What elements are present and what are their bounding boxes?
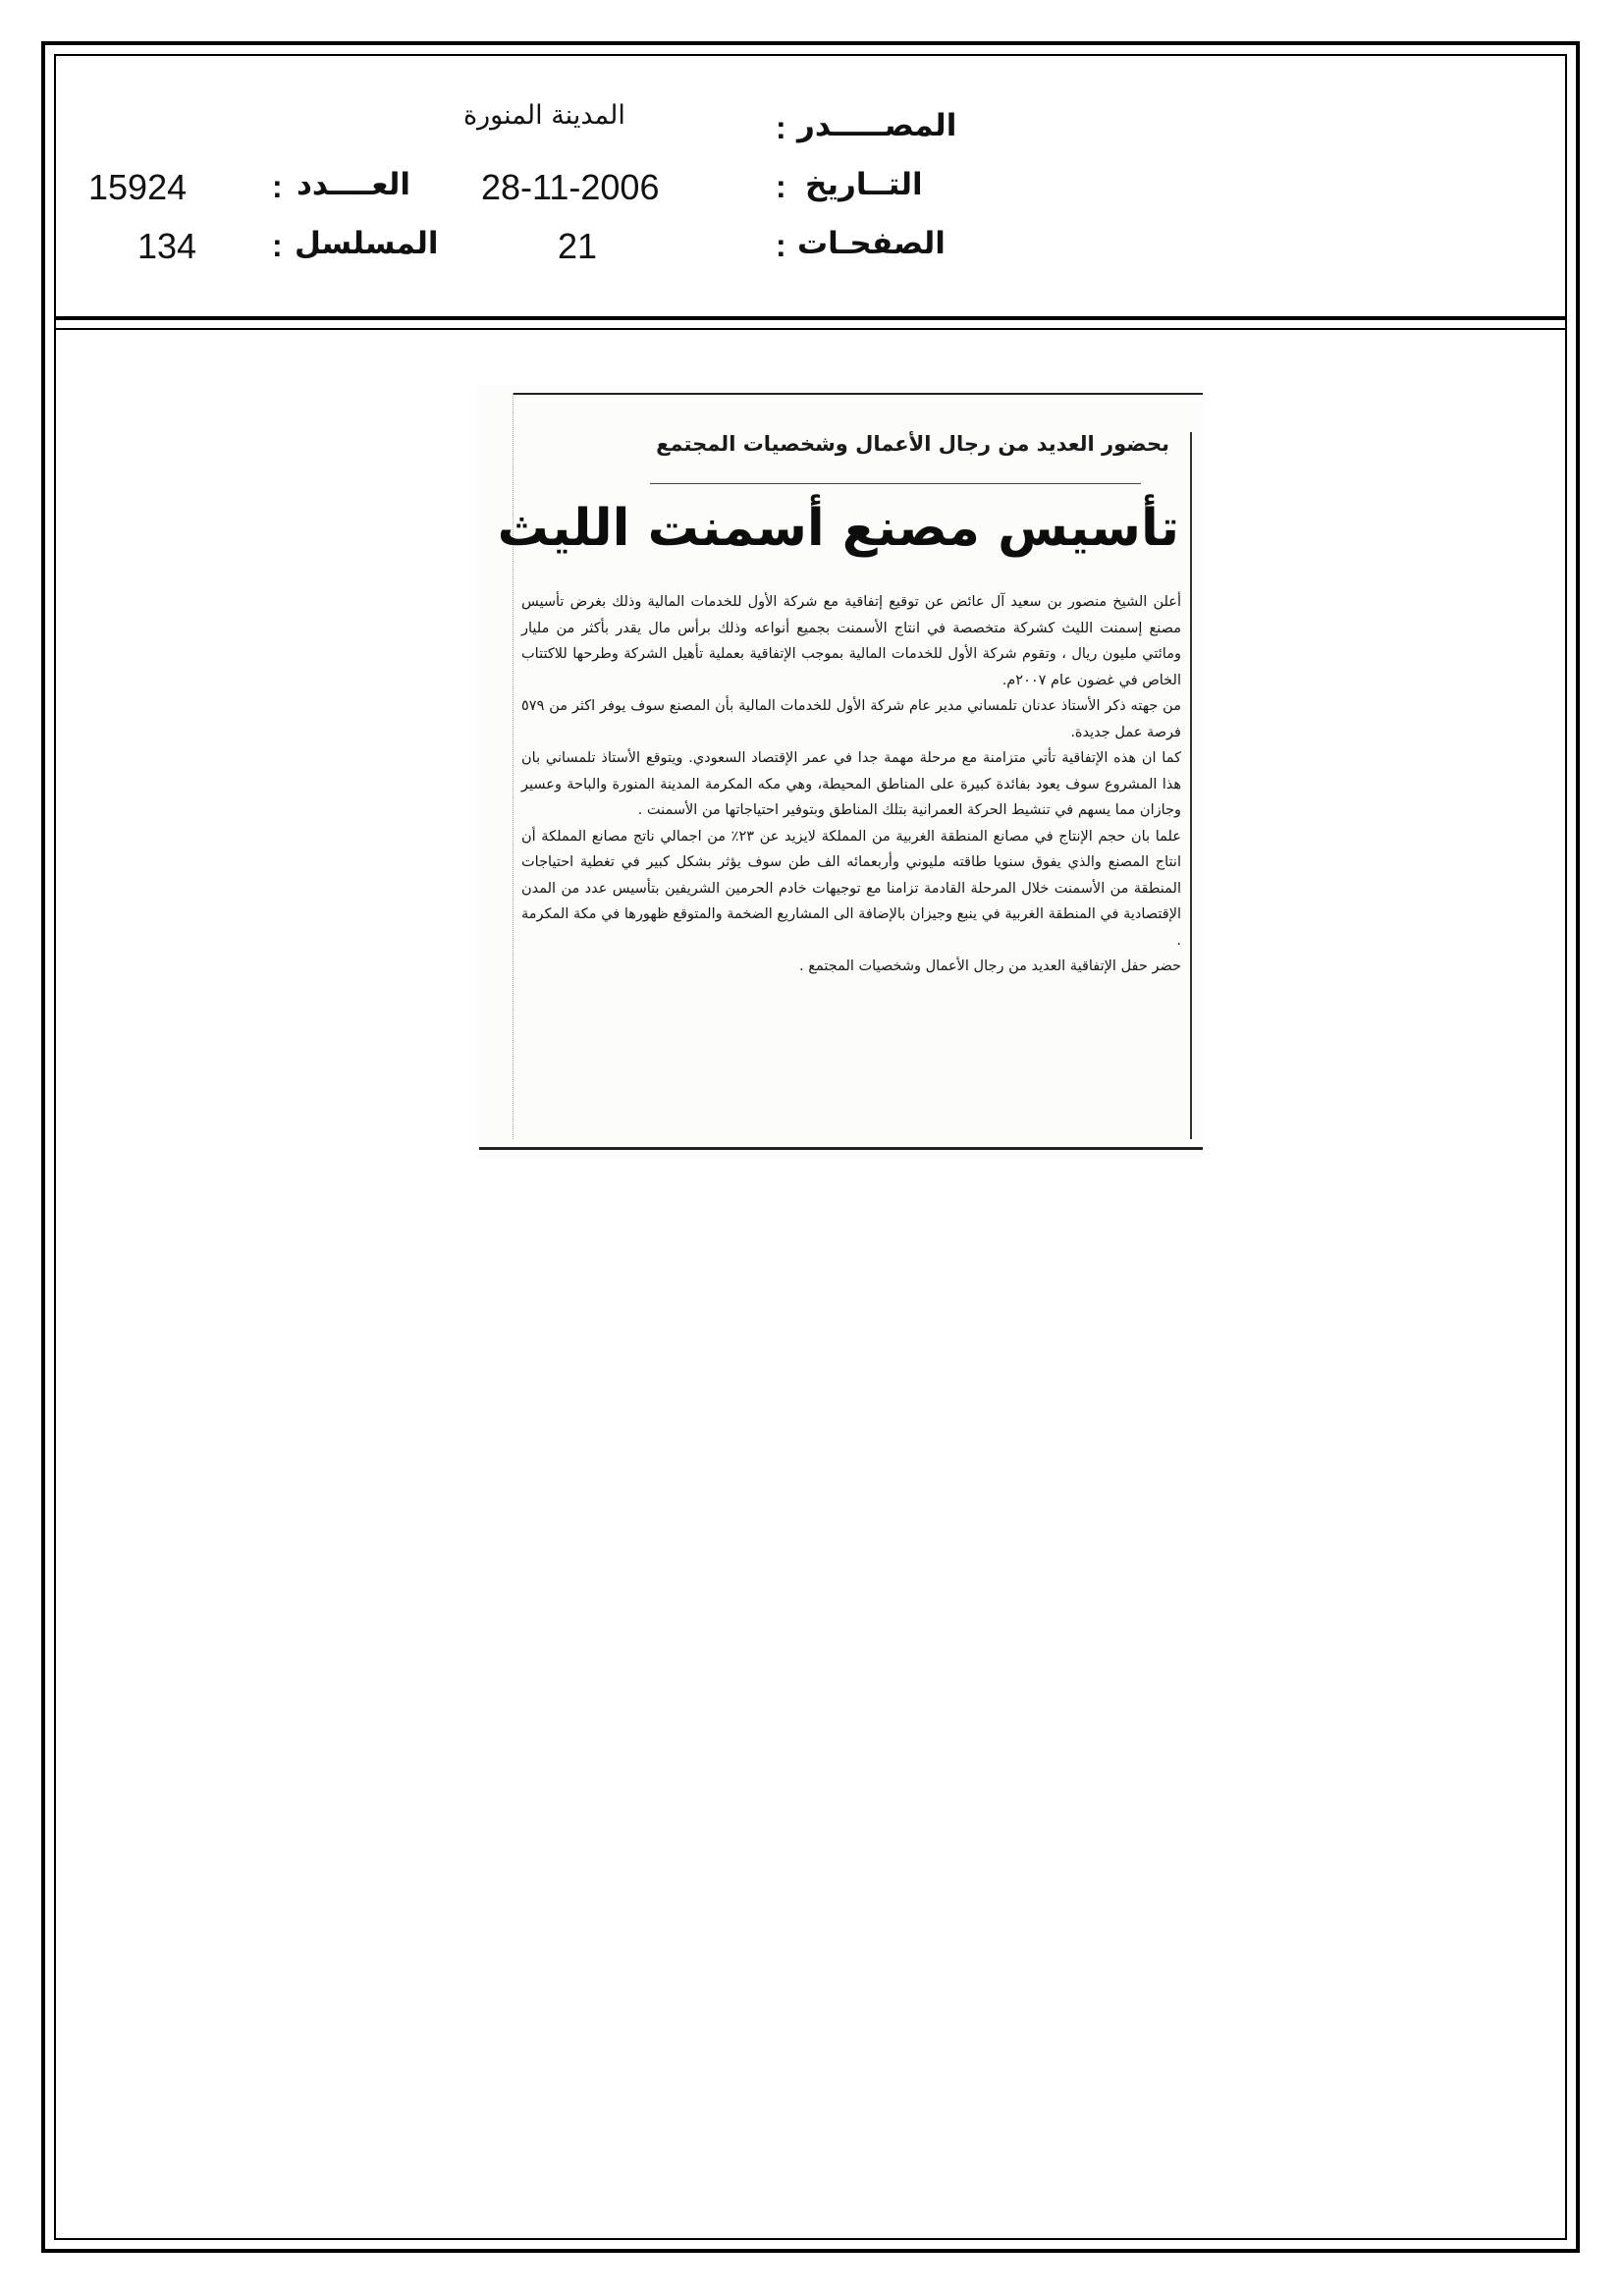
article-paragraph: حضر حفل الإتفاقية العديد من رجال الأعمال وشخصيات المجتمع . (799, 958, 1181, 974)
header-divider (54, 316, 1567, 320)
serial-value: 134 (137, 226, 197, 266)
article-paragraph: من جهته ذكر الأستاذ عدنان تلمساني مدير عام شركة الأول للخدمات المالية بأن المصنع سوف يوفر اكثر من ٥٧٩ فرصة عمل جديدة. (521, 698, 1181, 740)
pages-label: الصفحـات (797, 226, 946, 261)
pages-colon: : (776, 228, 786, 263)
clipping-column-rule (1190, 432, 1192, 1139)
article-body (521, 589, 1181, 980)
header-divider-thin (54, 328, 1567, 330)
article-paragraph: أعلن الشيخ منصور بن سعيد آل عائض عن توقيع إتفاقية مع شركة الأول للخدمات المالية وذلك بغرض تأسيس مصنع إسمنت الليث كشركة متخصصة في انتاج الأسمنت بجميع أنواعه وذلك برأس مال يقدر بأكثر من مليار ومائتي مليون ريال ، وتقوم شركة الأول للخدمات المالية بموجب الإتفاقية بعملية تأهيل الشركة وطرحها للاكتتاب الخاص في غضون عام ٢٠٠٧م. (521, 594, 1181, 688)
issue-value: 15924 (88, 167, 188, 207)
serial-label: المسلسل (295, 226, 439, 261)
article-paragraph: كما ان هذه الإتفاقية تأتي متزامنة مع مرحلة مهمة جدا في عمر الإقتصاد السعودي. ويتوقع الأستاذ تلمساني بان هذا المشروع سوف يعود بفائدة كبيرة على المناطق المحيطة، وهي مكه المكرمة المدينة المنورة والباحة وعسير وجازان مما يسهم في تنشيط الحركة العمرانية بتلك المناطق وبتوفير احتياجاتها من الأسمنت . (521, 750, 1181, 818)
date-colon: : (776, 169, 786, 204)
article-subheadline: بحضور العديد من رجال الأعمال وشخصيات المجتمع (656, 432, 1169, 456)
clipping-bottom-rule (479, 1147, 1203, 1150)
serial-colon: : (272, 228, 283, 263)
clipping-top-rule (513, 393, 1203, 395)
pages-value: 21 (558, 226, 598, 266)
source-label: المصـــــدر (797, 108, 957, 143)
source-colon: : (776, 110, 786, 145)
date-label: التــاريخ (805, 167, 923, 202)
source-value: المدينة المنورة (463, 100, 625, 131)
date-value: 28-11-2006 (481, 167, 660, 207)
article-paragraph: علما بان حجم الإنتاج في مصانع المنطقة الغربية من المملكة لايزيد عن ٢٣٪ من اجمالي ناتج مصانع المملكة أن انتاج المصنع والذي يفوق سنويا طاقته مليوني وأربعمائه الف طن سوف يؤثر بشكل كبير في تغطية احتياجات المنطقة من الأسمنت خلال المرحلة القادمة تزامنا مع توجيهات خادم الحرمين الشريفين بتأسيس عدد من المدن الإقتصادية في المنطقة الغربية في ينبع وجيزان بالإضافة الى المشاريع الضخمة والمتوقع ظهورها في مكة المكرمة . (521, 828, 1181, 949)
article-headline: تأسيس مصنع أسمنت الليث (497, 499, 1179, 558)
issue-colon: : (272, 169, 283, 204)
issue-label: العــــدد (297, 167, 410, 202)
subheadline-rule (650, 483, 1141, 484)
